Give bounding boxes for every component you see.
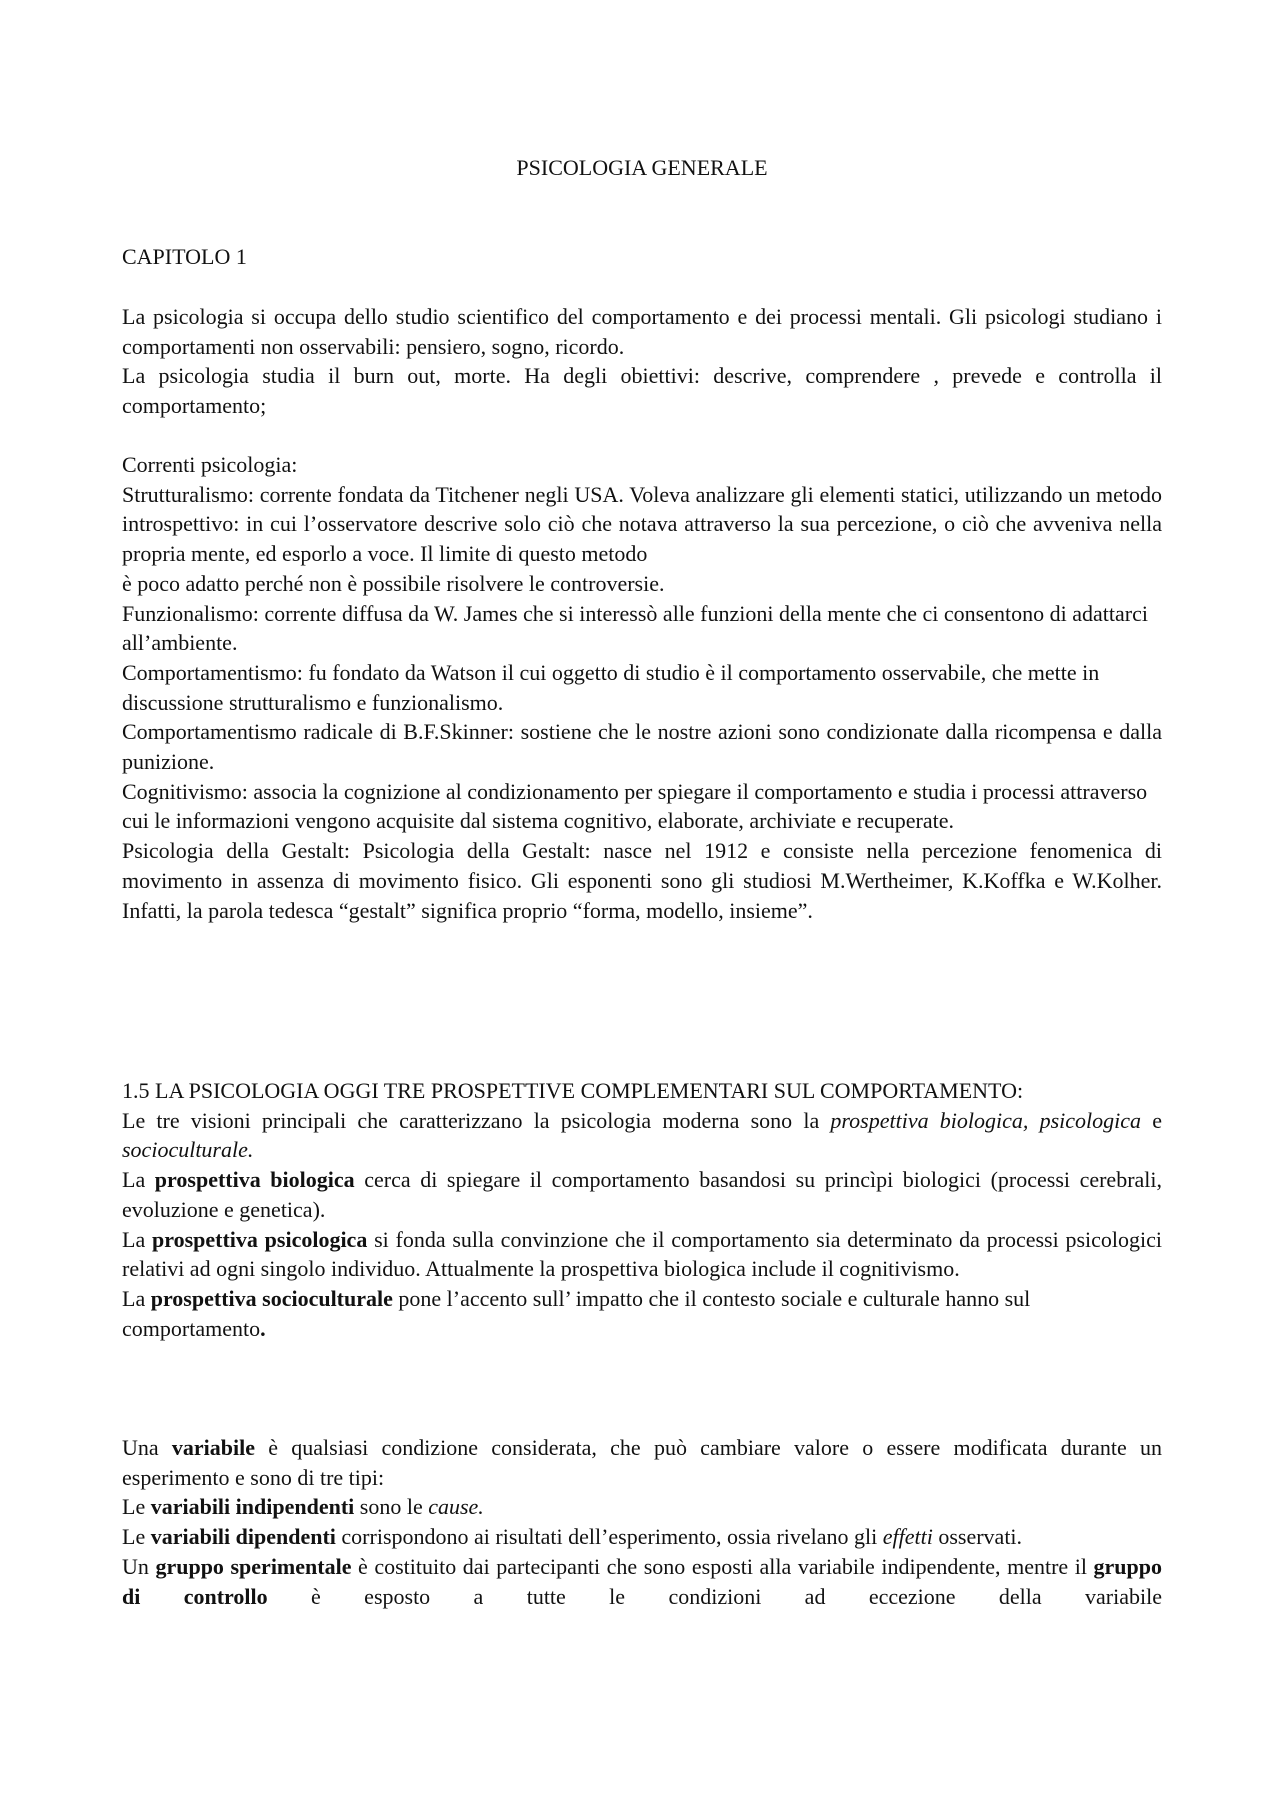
gestalt-paragraph: Psicologia della Gestalt: Psicologia della Gestalt: nasce nel 1912 e consiste nella percezione fenomenica di movimento in assenza di movimento fisico. Gli esponenti sono gli studiosi M.Wertheimer, K.Koffka e W.Kolher. Infatti, la parola tedesca “gestalt” significa proprio “forma, modello, insieme”. bbox=[122, 838, 1162, 923]
italic-run: socioculturale. bbox=[122, 1137, 254, 1163]
italic-run: prospettiva biologica, psicologica bbox=[830, 1107, 1142, 1133]
text-run: La bbox=[122, 1167, 155, 1193]
bold-term: variabili indipendenti bbox=[150, 1494, 355, 1520]
text-run: corrispondono ai risultati dell’esperimento, ossia rivelano gli bbox=[335, 1524, 883, 1550]
bold-term: variabili dipendenti bbox=[150, 1524, 336, 1550]
text-run: La bbox=[122, 1226, 152, 1252]
text-run: Le bbox=[122, 1494, 151, 1520]
text-run: Una bbox=[122, 1435, 172, 1460]
perspectives-section bbox=[122, 1076, 1162, 1343]
currents-heading: Correnti psicologia: bbox=[122, 452, 298, 477]
italic-run: effetti bbox=[882, 1524, 933, 1550]
perspectives-paragraph-1 bbox=[122, 1106, 1162, 1165]
variables-section bbox=[122, 1433, 1162, 1611]
currents-section bbox=[122, 450, 1162, 925]
text-run: Un bbox=[122, 1553, 156, 1579]
bold-term: gruppo di controllo bbox=[122, 1553, 1162, 1609]
bold-term: prospettiva socioculturale bbox=[150, 1285, 393, 1311]
document-title: PSICOLOGIA GENERALE bbox=[516, 155, 768, 180]
structuralism-paragraph: Strutturalismo: corrente fondata da Titchener negli USA. Voleva analizzare gli elementi statici, utilizzando un metodo introspettivo: in cui l’osservatore descrive solo ciò che notava attraverso la sua percezione, o ciò che avveniva nella propria mente, ed esporlo a voce. Il limite di questo metodo bbox=[122, 481, 1162, 567]
radical-behaviorism-paragraph: Comportamentismo radicale di B.F.Skinner: sostiene che le nostre azioni sono condizionate dalla ricompensa e dalla punizione. bbox=[122, 719, 1162, 775]
text-run: è costituito dai partecipanti che sono esposti alla variabile indipendente, mentre il bbox=[351, 1553, 1094, 1579]
text-run: e bbox=[1141, 1107, 1162, 1133]
intro-paragraph-2: La psicologia studia il burn out, morte. Ha degli obiettivi: descrive, comprendere , prevede e controlla il comportamento; bbox=[122, 363, 1162, 419]
text-run: Le tre visioni principali che caratterizzano la psicologia moderna sono la bbox=[122, 1107, 831, 1133]
groups-paragraph bbox=[122, 1552, 1162, 1611]
text-run: è esposto a tutte le condizioni ad eccezione della variabile bbox=[267, 1583, 1162, 1609]
variable-definition-paragraph bbox=[122, 1433, 1162, 1492]
bold-term: prospettiva psicologica bbox=[151, 1226, 368, 1252]
independent-variables-paragraph bbox=[122, 1492, 1162, 1522]
text-run: pone l’accento sull’ impatto che il contesto sociale e culturale hanno sul comportamento bbox=[122, 1285, 1031, 1341]
behaviorism-paragraph: Comportamentismo: fu fondato da Watson il cui oggetto di studio è il comportamento osservabile, che mette in discussione strutturalismo e funzionalismo. bbox=[122, 659, 1100, 715]
sociocultural-perspective-paragraph bbox=[122, 1284, 1162, 1343]
text-run: è qualsiasi condizione considerata, che può cambiare valore o essere modificata durante un esperimento e sono di tre tipi: bbox=[122, 1435, 1162, 1490]
chapter-heading bbox=[122, 242, 1162, 272]
bold-term: prospettiva biologica bbox=[154, 1167, 355, 1193]
text-run: sono le bbox=[354, 1494, 429, 1520]
chapter-label: CAPITOLO 1 bbox=[122, 244, 247, 269]
intro-paragraph-1: La psicologia si occupa dello studio scientifico del comportamento e dei processi mentali. Gli psicologi studiano i comportamenti non osservabili: pensiero, sogno, ricordo. bbox=[122, 304, 1162, 359]
text-run: osservati. bbox=[932, 1524, 1023, 1550]
bold-period: . bbox=[260, 1315, 266, 1341]
italic-run: cause. bbox=[428, 1494, 484, 1520]
bold-term: gruppo sperimentale bbox=[155, 1553, 352, 1579]
text-run: cerca di spiegare il comportamento basandosi su princìpi biologici (processi cerebrali, evoluzione e genetica). bbox=[122, 1167, 1163, 1222]
text-run: Le bbox=[122, 1524, 151, 1550]
intro-section bbox=[122, 302, 1162, 421]
psychological-perspective-paragraph bbox=[122, 1225, 1162, 1284]
structuralism-continuation: è poco adatto perché non è possibile risolvere le controversie. bbox=[122, 570, 665, 596]
dependent-variables-paragraph bbox=[122, 1522, 1162, 1552]
functionalism-paragraph: Funzionalismo: corrente diffusa da W. James che si interessò alle funzioni della mente che ci consentono di adattarci all’ambiente. bbox=[122, 600, 1148, 656]
bold-term: variabile bbox=[171, 1435, 256, 1460]
section-1-5-heading: 1.5 LA PSICOLOGIA OGGI TRE PROSPETTIVE COMPLEMENTARI SUL COMPORTAMENTO: bbox=[122, 1078, 1024, 1103]
cognitivism-paragraph: Cognitivismo: associa la cognizione al condizionamento per spiegare il comportamento e studia i processi attraverso cui le informazioni vengono acquisite dal sistema cognitivo, elaborate, archiviate e recuperate. bbox=[122, 778, 1148, 834]
text-run: La bbox=[122, 1285, 151, 1311]
text-run: si fonda sulla convinzione che il comportamento sia determinato da processi psicologici relativi ad ogni singolo individuo. Attualmente la prospettiva biologica include il cognitivismo. bbox=[122, 1226, 1163, 1282]
biological-perspective-paragraph bbox=[122, 1165, 1162, 1224]
